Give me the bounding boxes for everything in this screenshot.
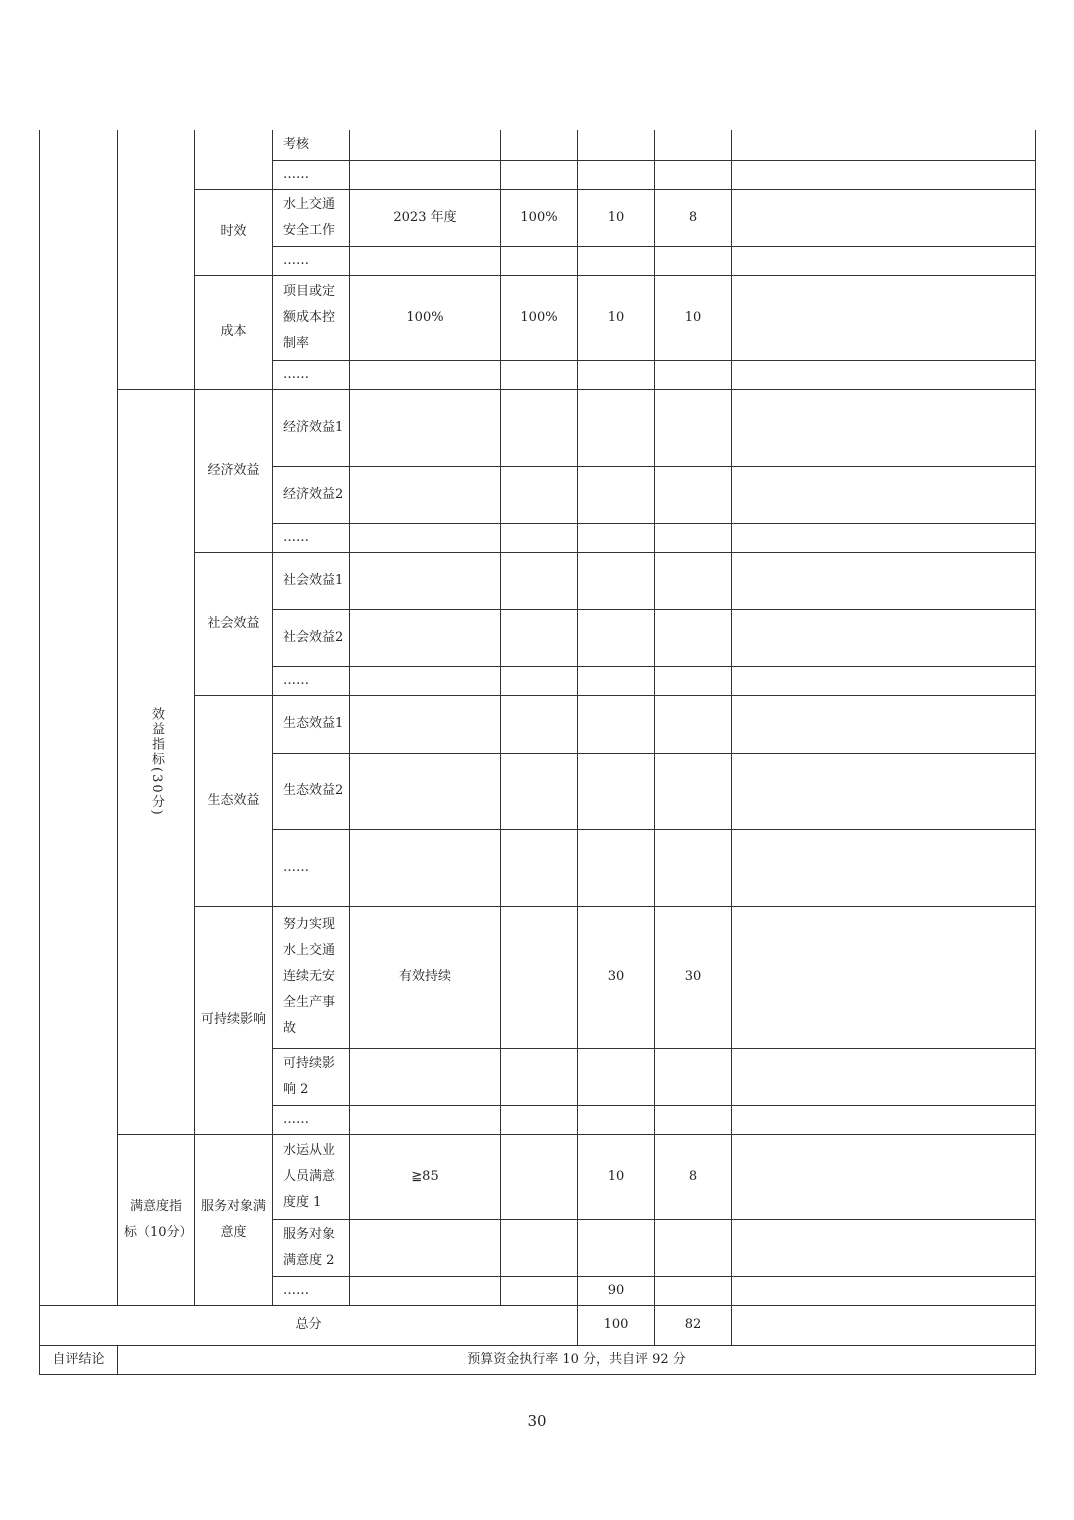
score-cell [655,1219,732,1276]
actual-value-cell [501,666,578,695]
target-value-cell: 有效持续 [350,906,501,1048]
indicator-name-cell: …… [273,523,350,552]
remark-cell [732,906,1036,1048]
remark-cell [732,1305,1036,1345]
weight-cell [578,753,655,829]
score-cell [655,609,732,666]
score-cell: 10 [655,275,732,360]
indicator-name-cell: …… [273,829,350,906]
indicator-name-cell: …… [273,666,350,695]
target-value-cell [350,1105,501,1134]
remark-cell [732,695,1036,753]
score-cell [655,666,732,695]
target-value-cell [350,389,501,466]
actual-value-cell [501,1276,578,1305]
weight-cell [578,695,655,753]
remark-cell [732,466,1036,523]
indicator-name-cell: 水运从业人员满意度度 1 [273,1134,350,1219]
remark-cell [732,1219,1036,1276]
weight-cell [578,360,655,389]
remark-cell [732,753,1036,829]
remark-cell [732,246,1036,275]
target-value-cell [350,829,501,906]
indicator-name-cell: …… [273,160,350,189]
target-value-cell [350,160,501,189]
indicator-name-cell: 社会效益1 [273,552,350,609]
remark-cell [732,1048,1036,1105]
target-value-cell: 100% [350,275,501,360]
remark-cell [732,1134,1036,1219]
actual-value-cell [501,160,578,189]
weight-cell [578,246,655,275]
actual-value-cell [501,1134,578,1219]
conclusion-row [40,1345,1036,1374]
remark-cell [732,523,1036,552]
actual-value-cell [501,360,578,389]
second-level-indicator-cell: 满意度指标（10分） [118,1134,195,1305]
score-cell [655,466,732,523]
target-value-cell [350,130,501,160]
weight-cell [578,130,655,160]
score-cell [655,1048,732,1105]
target-value-cell [350,1276,501,1305]
score-cell [655,389,732,466]
remark-cell [732,360,1036,389]
weight-cell: 10 [578,189,655,246]
table-row [40,389,1036,466]
third-level-indicator-cell: 服务对象满意度 [195,1134,273,1305]
weight-cell [578,829,655,906]
score-cell [655,360,732,389]
weight-cell [578,1105,655,1134]
actual-value-cell [501,389,578,466]
score-cell: 8 [655,189,732,246]
target-value-cell [350,695,501,753]
target-value-cell [350,1219,501,1276]
target-value-cell [350,552,501,609]
indicator-name-cell: …… [273,1276,350,1305]
indicator-name-cell: 考核 [273,130,350,160]
target-value-cell [350,753,501,829]
remark-cell [732,552,1036,609]
third-level-indicator-cell: 成本 [195,275,273,389]
indicator-name-cell: 服务对象满意度 2 [273,1219,350,1276]
weight-cell [578,523,655,552]
target-value-cell: ≧85 [350,1134,501,1219]
score-cell [655,1105,732,1134]
score-cell: 8 [655,1134,732,1219]
score-cell [655,753,732,829]
weight-cell [578,1219,655,1276]
actual-value-cell [501,130,578,160]
third-level-indicator-cell [195,130,273,189]
score-cell [655,246,732,275]
total-weight-cell: 100 [578,1305,655,1345]
weight-cell [578,160,655,189]
actual-value-cell [501,1048,578,1105]
remark-cell [732,189,1036,246]
page-number: 30 [527,1412,547,1430]
indicator-name-cell: 水上交通安全工作 [273,189,350,246]
third-level-indicator-cell: 时效 [195,189,273,275]
actual-value-cell [501,829,578,906]
actual-value-cell [501,609,578,666]
weight-cell: 30 [578,906,655,1048]
conclusion-label-cell: 自评结论 [40,1345,118,1374]
actual-value-cell [501,695,578,753]
indicator-name-cell: 经济效益2 [273,466,350,523]
score-cell [655,829,732,906]
third-level-indicator-cell: 社会效益 [195,552,273,695]
indicator-name-cell: 经济效益1 [273,389,350,466]
target-value-cell [350,466,501,523]
second-level-indicator-label: 效益指标(30分) [149,706,164,817]
target-value-cell [350,246,501,275]
third-level-indicator-cell: 可持续影响 [195,906,273,1134]
actual-value-cell [501,906,578,1048]
target-value-cell [350,1048,501,1105]
weight-cell: 90 [578,1276,655,1305]
actual-value-cell [501,1105,578,1134]
actual-value-cell [501,523,578,552]
total-row [40,1305,1036,1345]
weight-cell [578,609,655,666]
actual-value-cell [501,466,578,523]
score-cell [655,130,732,160]
remark-cell [732,666,1036,695]
remark-cell [732,829,1036,906]
score-cell [655,695,732,753]
weight-cell [578,552,655,609]
indicator-name-cell: …… [273,360,350,389]
weight-cell [578,1048,655,1105]
target-value-cell [350,360,501,389]
target-value-cell [350,523,501,552]
actual-value-cell [501,552,578,609]
weight-cell: 10 [578,1134,655,1219]
remark-cell [732,160,1036,189]
indicator-name-cell: 社会效益2 [273,609,350,666]
performance-evaluation-table [39,130,1036,1375]
table-row [40,1134,1036,1219]
table-row [40,130,1036,160]
second-level-indicator-cell [118,389,195,1134]
score-cell: 30 [655,906,732,1048]
first-level-indicator-cell [40,130,118,1305]
score-cell [655,552,732,609]
actual-value-cell: 100% [501,189,578,246]
indicator-name-cell: 可持续影响 2 [273,1048,350,1105]
indicator-name-cell: …… [273,1105,350,1134]
indicator-name-cell: 努力实现水上交通连续无安全生产事故 [273,906,350,1048]
third-level-indicator-cell: 经济效益 [195,389,273,552]
indicator-name-cell: …… [273,246,350,275]
actual-value-cell [501,753,578,829]
remark-cell [732,609,1036,666]
target-value-cell [350,609,501,666]
score-cell [655,523,732,552]
third-level-indicator-cell: 生态效益 [195,695,273,906]
remark-cell [732,130,1036,160]
actual-value-cell [501,1219,578,1276]
weight-cell [578,466,655,523]
second-level-indicator-cell [118,130,195,389]
actual-value-cell [501,246,578,275]
indicator-name-cell: 生态效益2 [273,753,350,829]
target-value-cell [350,666,501,695]
remark-cell [732,389,1036,466]
indicator-name-cell: 项目或定额成本控制率 [273,275,350,360]
weight-cell: 10 [578,275,655,360]
score-cell [655,1276,732,1305]
actual-value-cell: 100% [501,275,578,360]
total-label-cell: 总分 [40,1305,578,1345]
score-cell [655,160,732,189]
indicator-name-cell: 生态效益1 [273,695,350,753]
remark-cell [732,1276,1036,1305]
target-value-cell: 2023 年度 [350,189,501,246]
remark-cell [732,1105,1036,1134]
weight-cell [578,389,655,466]
conclusion-text-cell: 预算资金执行率 10 分，共自评 92 分 [118,1345,1036,1374]
weight-cell [578,666,655,695]
remark-cell [732,275,1036,360]
total-score-cell: 82 [655,1305,732,1345]
